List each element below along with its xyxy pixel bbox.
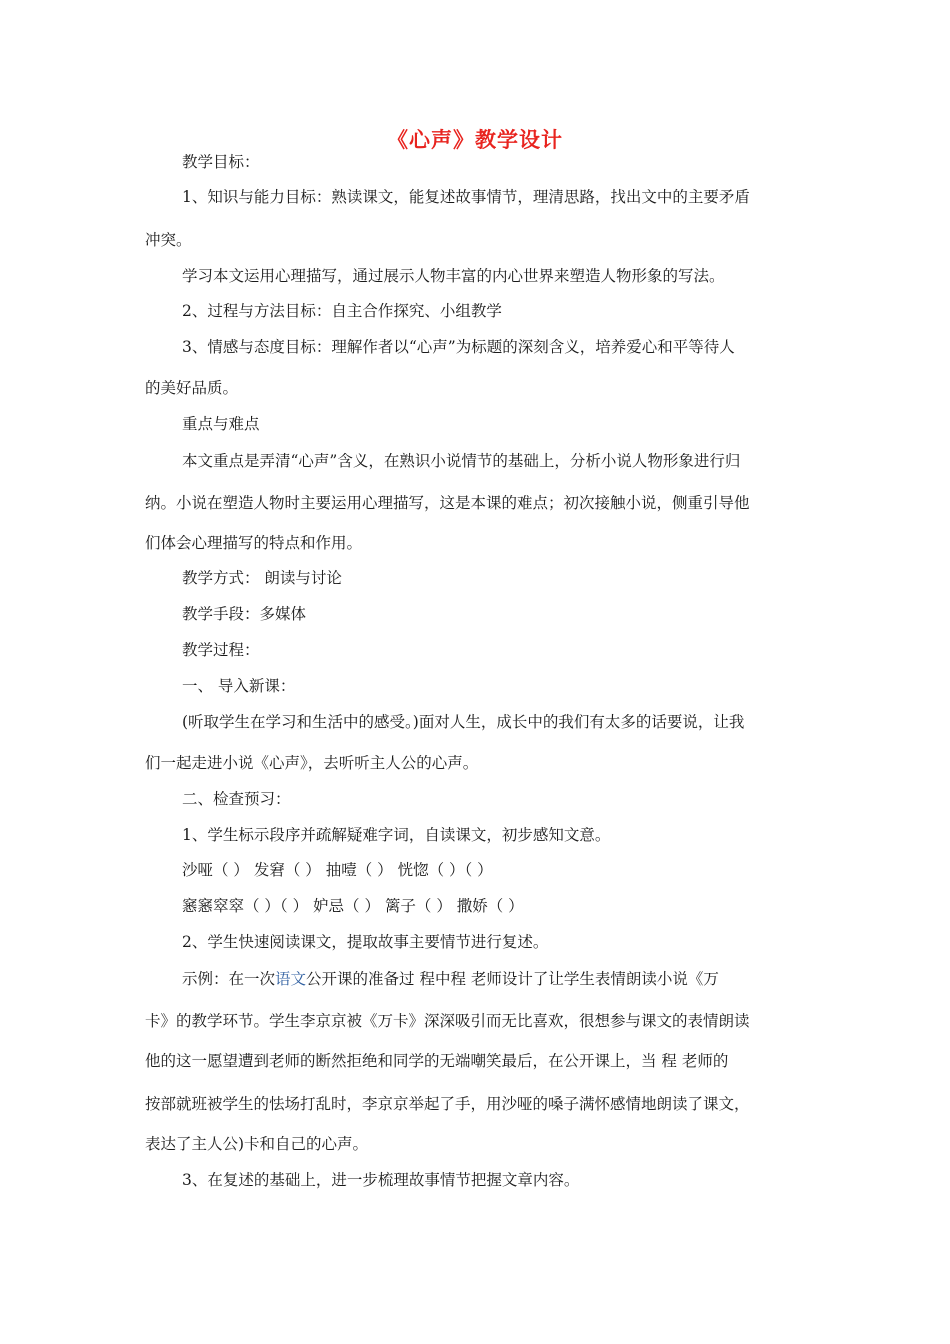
vocab-line: 沙哑（ ） 发窘（ ） 抽噎（ ） 恍惚（ ）（ ） [182, 861, 493, 879]
paragraph-line: 1、学生标示段序并疏解疑难字词，自读课文，初步感知文意。 [182, 826, 611, 844]
vocab-line: 窸窸窣窣（ ）（ ） 妒忌（ ） 篱子（ ） 撒娇（ ） [182, 897, 524, 915]
paragraph-line: (听取学生在学习和生活中的感受。)面对人生，成长中的我们有太多的话要说，让我 [182, 713, 745, 731]
subject-link[interactable]: 语文 [275, 970, 307, 988]
paragraph-line: 一、 导入新课： [182, 677, 296, 695]
paragraph-line: 表达了主人公)卡和自己的心声。 [145, 1135, 369, 1153]
paragraph-line: 本文重点是弄清“心声”含义，在熟识小说情节的基础上，分析小说人物形象进行归 [182, 452, 741, 470]
paragraph-line: 冲突。 [145, 231, 192, 249]
paragraph-line: 3、在复述的基础上，进一步梳理故事情节把握文章内容。 [182, 1171, 580, 1189]
paragraph-line: 他的这一愿望遭到老师的断然拒绝和同学的无端嘲笑最后，在公开课上，当 程 老师的 [145, 1052, 729, 1070]
paragraph-line: 2、学生快速阅读课文，提取故事主要情节进行复述。 [182, 933, 549, 951]
paragraph-line: 卡》的教学环节。学生李京京被《万卡》深深吸引而无比喜欢，很想参与课文的表情朗读 [145, 1012, 750, 1030]
example-suffix: 公开课的准备过 程中程 老师设计了让学生表情朗读小说《万 [306, 970, 719, 988]
document-title: 《心声》教学设计 [387, 128, 563, 152]
paragraph-line: 按部就班被学生的怯场打乱时，李京京举起了手，用沙哑的嗓子满怀感情地朗读了课文， [145, 1095, 750, 1113]
paragraph-line: 纳。小说在塑造人物时主要运用心理描写，这是本课的难点；初次接触小说，侧重引导他 [145, 494, 750, 512]
paragraph-line: 教学目标： [182, 153, 260, 171]
example-prefix: 示例：在一次 [182, 970, 276, 988]
section-heading: 重点与难点 [182, 415, 260, 433]
paragraph-line: 学习本文运用心理描写，通过展示人物丰富的内心世界来塑造人物形象的写法。 [182, 267, 725, 285]
paragraph-line: 1、知识与能力目标：熟读课文，能复述故事情节，理清思路，找出文中的主要矛盾 [182, 188, 750, 206]
paragraph-line: 教学手段：多媒体 [182, 605, 307, 623]
paragraph-line: 们体会心理描写的特点和作用。 [145, 534, 363, 552]
paragraph-line: 教学方式： 朗读与讨论 [182, 569, 342, 587]
paragraph-line: 二、检查预习： [182, 790, 291, 808]
paragraph-line [182, 969, 719, 989]
paragraph-line: 2、过程与方法目标：自主合作探究、小组教学 [182, 302, 502, 320]
paragraph-line: 3、情感与态度目标：理解作者以“心声”为标题的深刻含义，培养爱心和平等待人 [182, 338, 735, 356]
paragraph-line: 教学过程： [182, 641, 260, 659]
paragraph-line: 们一起走进小说《心声》，去听听主人公的心声。 [145, 754, 479, 772]
paragraph-line: 的美好品质。 [145, 379, 239, 397]
